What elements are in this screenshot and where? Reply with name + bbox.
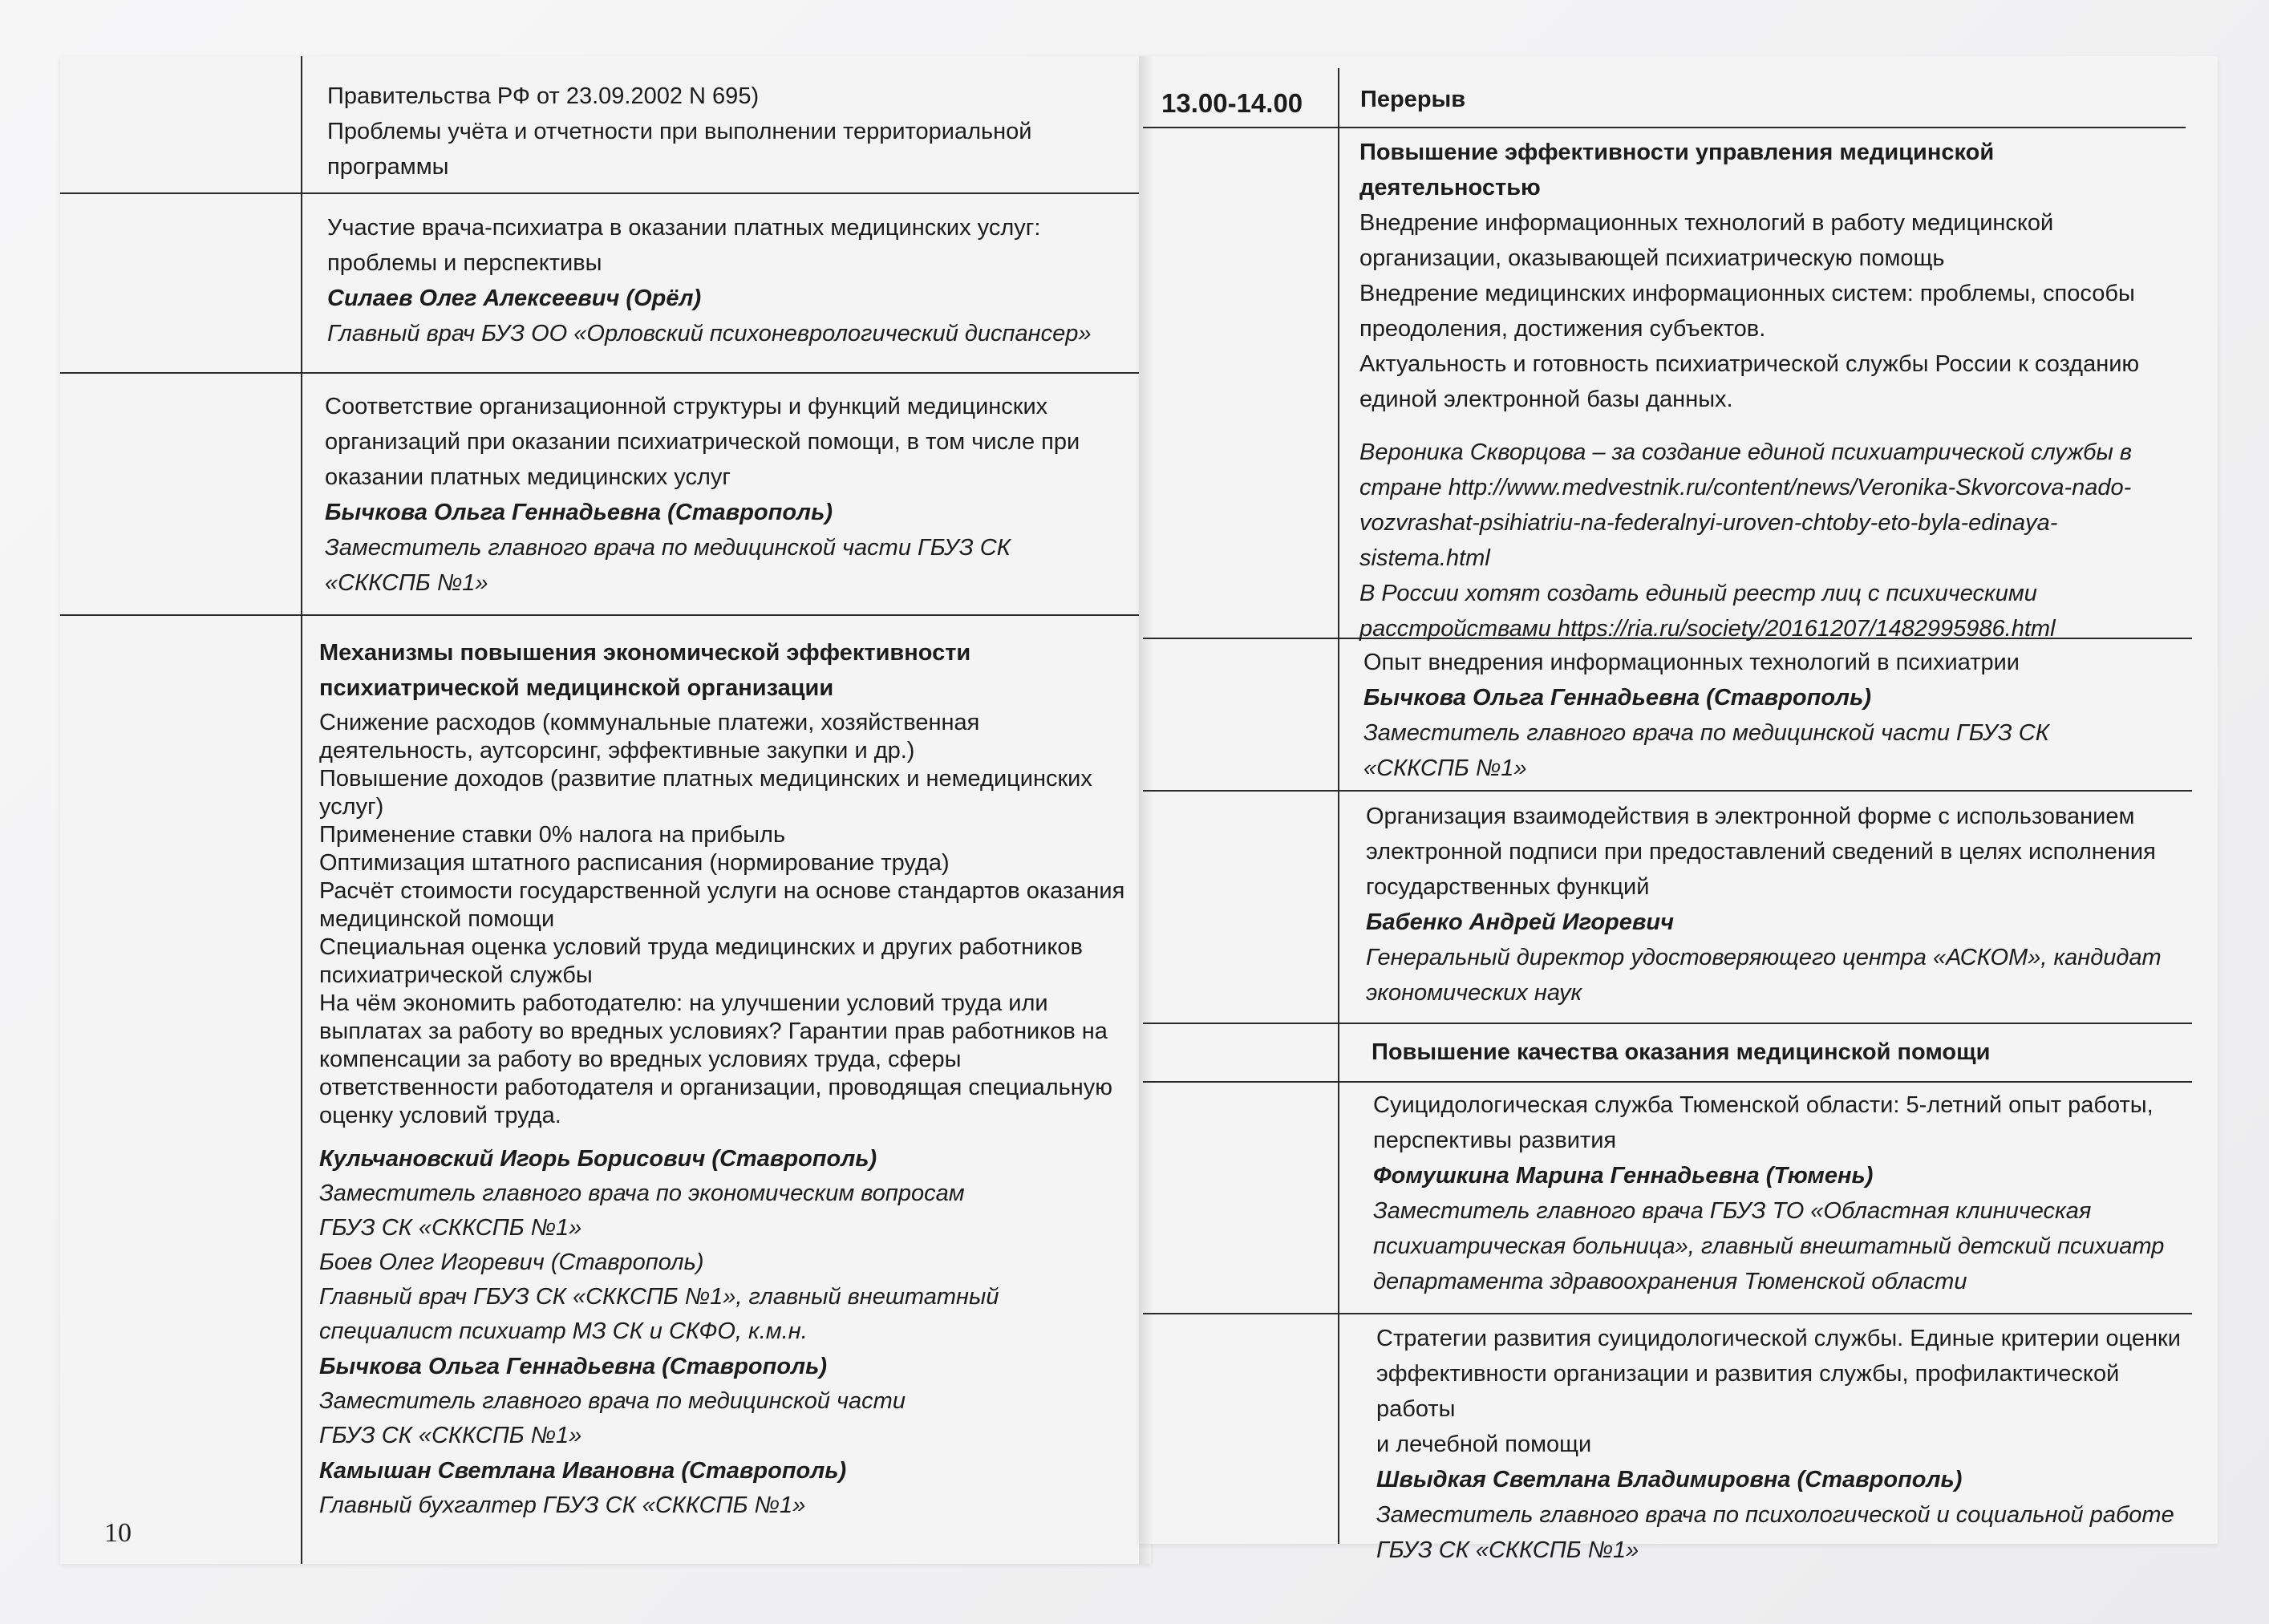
speaker-role: Заместитель главного врача по медицинской части [319,1388,906,1414]
list-item: Актуальность и готовность психиатрической службы России к созданию [1359,351,2140,377]
list-item: Оптимизация штатного расписания (нормирование труда) [319,850,950,876]
list-item: услуг) [319,794,384,820]
left-row-divider [60,192,1139,194]
topic-line: государственных функций [1366,874,1650,900]
list-item: Внедрение медицинских информационных систем: проблемы, способы [1359,281,2135,306]
page-number: 10 [104,1518,132,1548]
speakers-list [319,1141,1129,1523]
speaker-name: Бычкова Ольга Геннадьевна (Ставрополь) [1363,685,1871,711]
right-talk-2 [1366,799,2192,1010]
topic-line: Организация взаимодействия в электронной форме с использованием [1366,804,2135,829]
topic-line: Соответствие организационной структуры и функций медицинских [325,394,1048,419]
section-heading: Повышение эффективности управления медицинской [1359,140,1995,165]
speaker-name: Боев Олег Игоревич (Ставрополь) [319,1249,704,1275]
list-item: Специальная оценка условий труда медицинских и других работников [319,934,1083,960]
left-row-divider [60,614,1139,616]
topic-line: организаций при оказании психиатрической помощи, в том числе при [325,429,1080,455]
speaker-role: Заместитель главного врача по экономическим вопросам [319,1181,965,1206]
reference-line: vozvrashat-psihiatriu-na-federalnyi-uroven-chtoby-eto-byla-edinaya- [1359,510,2058,536]
speaker-role: экономических наук [1366,980,1582,1006]
right-row-divider [1143,127,2186,128]
list-item: медицинской помощи [319,906,555,932]
items-list [319,709,1129,1130]
left-row-divider [60,372,1139,374]
speaker-name: Камышан Светлана Ивановна (Ставрополь) [319,1458,847,1484]
speaker-role: Главный врач ГБУЗ СК «СККСПБ №1», главный внештатный [319,1284,999,1310]
break-time: 13.00-14.00 [1161,88,1303,118]
speaker-role: специалист психиатр МЗ СК и СКФО, к.м.н. [319,1318,808,1344]
right-talk-3 [1373,1087,2191,1299]
list-item: психиатрической службы [319,962,593,988]
topic-line: проблемы и перспективы [327,250,602,276]
list-item: ответственности работодателя и организации, проводящая специальную [319,1075,1113,1100]
topic-line: оказании платных медицинских услуг [325,464,731,490]
speaker-role: Заместитель главного врача по медицинской части ГБУЗ СК [1363,720,2049,746]
break-label: Перерыв [1360,87,1466,112]
speaker-name: Фомушкина Марина Геннадьевна (Тюмень) [1373,1163,1874,1189]
reference-line: sistema.html [1359,545,1490,571]
speaker-name: Кульчановский Игорь Борисович (Ставрополь) [319,1146,877,1172]
reference-line: Вероника Скворцова – за создание единой психиатрической службы в [1359,439,2133,465]
speaker-role: «СККСПБ №1» [325,570,488,596]
list-item: Повышение доходов (развитие платных медицинских и немедицинских [319,766,1092,792]
speaker-role: Заместитель главного врача ГБУЗ ТО «Областная клиническая [1373,1198,2092,1224]
topic-line: перспективы развития [1373,1128,1617,1153]
list-item: оценку условий труда. [319,1103,561,1128]
right-talk-1 [1363,645,2190,786]
speaker-role: Заместитель главного врача по медицинской части ГБУЗ СК [325,535,1011,561]
list-item: единой электронной базы данных. [1359,387,1733,412]
reference-line: стране http://www.medvestnik.ru/content/news/Veronika-Skvorcova-nado- [1359,475,2132,500]
section-heading: деятельностью [1359,175,1541,200]
right-row-divider [1143,1023,2192,1024]
left-row-4 [319,635,1129,1523]
topic-line: Стратегии развития суицидологической службы. Единые критерии оценки [1376,1326,2181,1351]
text-line: программы [327,154,449,180]
list-item: деятельность, аутсорсинг, эффективные закупки и др.) [319,738,915,763]
left-row-3 [325,389,1119,601]
section-heading: Механизмы повышения экономической эффективности [319,640,971,666]
speaker-name: Силаев Олег Алексеевич (Орёл) [327,286,702,311]
speaker-role: Главный бухгалтер ГБУЗ СК «СККСПБ №1» [319,1492,806,1518]
list-item: Внедрение информационных технологий в работу медицинской [1359,210,2054,236]
right-row-divider [1143,1313,2192,1314]
speaker-name: Бычкова Ольга Геннадьевна (Ставрополь) [325,500,833,525]
speaker-role: ГБУЗ СК «СККСПБ №1» [319,1215,582,1241]
topic-line: электронной подписи при предоставлений сведений в целях исполнения [1366,839,2156,865]
speaker-role: департамента здравоохранения Тюменской области [1373,1269,1967,1294]
speaker-role: Генеральный директор удостоверяющего центра «АСКОМ», кандидат [1366,945,2162,970]
list-item: организации, оказывающей психиатрическую помощь [1359,245,1945,271]
topic-line: Участие врача-психиатра в оказании платных медицинских услуг: [327,215,1041,241]
topic-line: и лечебной помощи [1376,1432,1592,1457]
list-item: выплатах за работу во вредных условиях? Гарантии прав работников на [319,1019,1108,1044]
topic-line: Суицидологическая служба Тюменской области: 5-летний опыт работы, [1373,1092,2154,1118]
speaker-role: психиатрическая больница», главный внештатный детский психиатр [1373,1233,2165,1259]
right-column-divider [1338,68,1339,1544]
speaker-name: Бычкова Ольга Геннадьевна (Ставрополь) [319,1354,827,1379]
list-item: преодоления, достижения субъектов. [1359,316,1766,342]
speaker-name: Бабенко Андрей Игоревич [1366,909,1675,935]
text-line: Правительства РФ от 23.09.2002 N 695) [327,83,760,109]
left-column-divider [301,56,302,1564]
speaker-role: «СККСПБ №1» [1363,755,1527,781]
list-item: На чём экономить работодателю: на улучшении условий труда или [319,990,1048,1016]
speaker-role: ГБУЗ СК «СККСПБ №1» [319,1423,582,1448]
reference-line: В России хотят создать единый реестр лиц с психическими [1359,581,2037,606]
list-item: Применение ставки 0% налога на прибыль [319,822,786,848]
topic-line: эффективности организации и развития службы, профилактической работы [1376,1361,2120,1422]
list-item: Расчёт стоимости государственной услуги на основе стандартов оказания [319,878,1125,904]
text-line: Проблемы учёта и отчетности при выполнении территориальной [327,119,1032,144]
topic-line: Опыт внедрения информационных технологий в психиатрии [1363,650,2020,675]
right-row-divider [1143,790,2192,792]
right-row-divider [1143,1081,2192,1083]
speaker-role: Главный врач БУЗ ОО «Орловский психоневрологический диспансер» [327,321,1092,346]
section-heading: психиатрической медицинской организации [319,675,834,701]
reference-line: расстройствами https://ria.ru/society/20161207/1482995986.html [1359,616,2056,642]
book-spine [1139,56,1153,1564]
left-row-2 [327,210,1121,351]
section-heading: Повышение качества оказания медицинской помощи [1372,1039,1991,1065]
speaker-role: ГБУЗ СК «СККСПБ №1» [1376,1537,1639,1563]
speaker-role: Заместитель главного врача по психологической и социальной работе [1376,1502,2174,1528]
speaker-name: Швыдкая Светлана Владимировна (Ставрополь) [1376,1467,1963,1492]
right-talk-4 [1376,1321,2194,1568]
list-item: Снижение расходов (коммунальные платежи, хозяйственная [319,710,980,735]
list-item: компенсации за работу во вредных условиях труда, сферы [319,1047,962,1072]
left-row-1 [327,79,1121,184]
right-section-1 [1359,135,2186,646]
